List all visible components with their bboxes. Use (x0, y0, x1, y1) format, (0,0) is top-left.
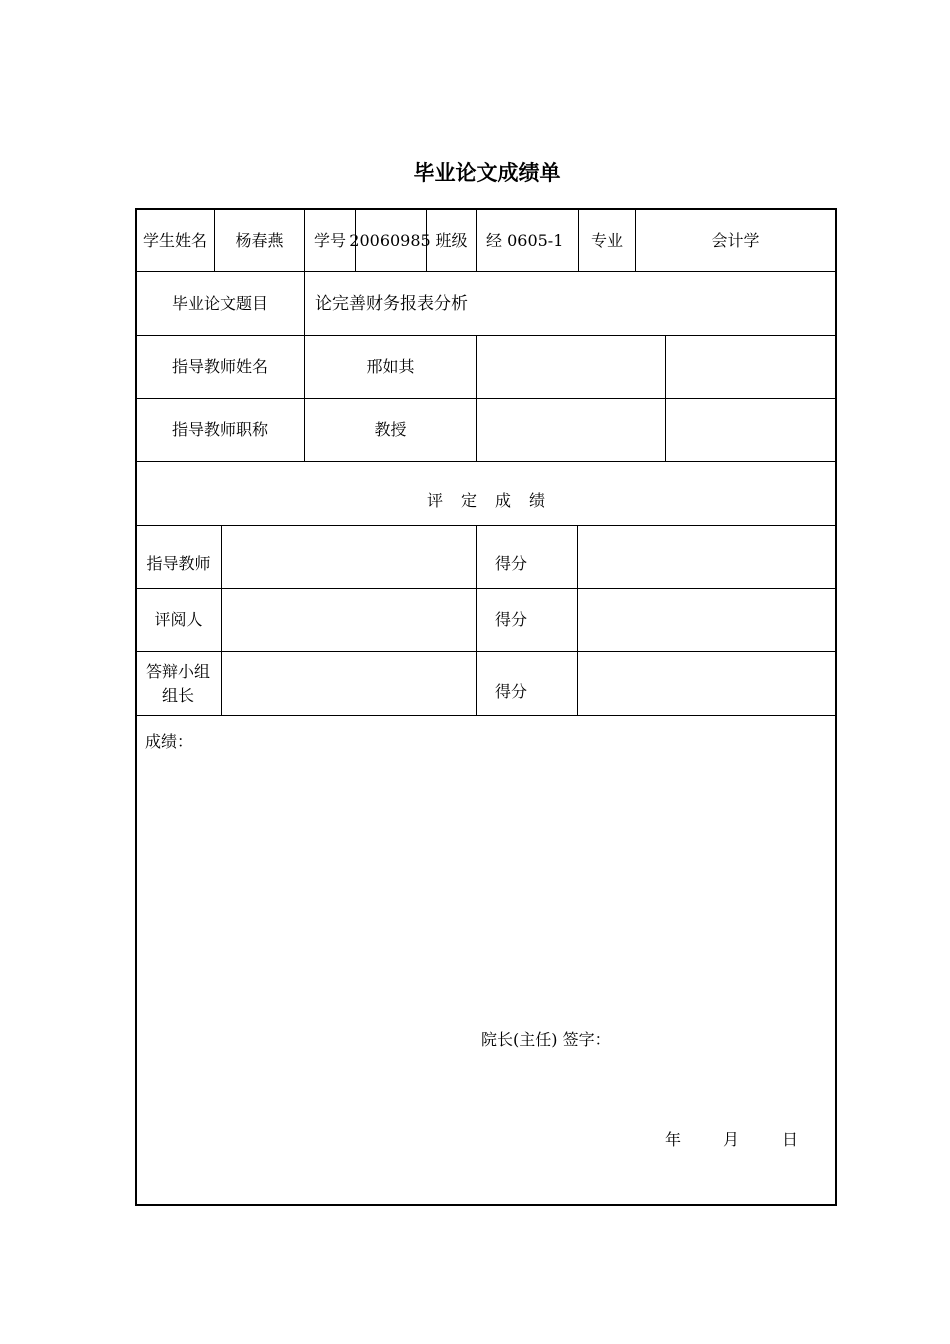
column-divider (665, 336, 666, 461)
thesis-title-value: 论完善财务报表分析 (315, 293, 468, 314)
column-divider (577, 526, 578, 715)
eval-score-label: 得分 (495, 681, 528, 701)
date-month-label: 月 (723, 1130, 740, 1149)
date-day-label: 日 (782, 1130, 799, 1149)
eval-role-reviewer: 评阅人 (154, 610, 203, 629)
major-value: 会计学 (711, 230, 760, 250)
student-name-value: 杨春燕 (235, 230, 284, 250)
eval-score-label: 得分 (495, 610, 528, 629)
grade-label: 成绩： (145, 732, 194, 751)
row-divider (136, 588, 836, 589)
column-divider (476, 336, 477, 461)
column-divider (221, 526, 222, 715)
page-title: 毕业论文成绩单 (413, 161, 561, 185)
eval-score-label: 得分 (495, 554, 528, 573)
dean-signature-label: 院长(主任) 签字： (481, 1030, 611, 1049)
advisor-rank-label: 指导教师职称 (171, 420, 268, 439)
row-divider (136, 715, 836, 716)
student-id-label: 学号 (313, 230, 346, 250)
thesis-title-label: 毕业论文题目 (171, 293, 268, 313)
class-value: 经 0605-1 (486, 230, 564, 250)
advisor-name-value: 邢如其 (366, 357, 415, 376)
row-divider (136, 651, 836, 652)
student-id-value: 20060985 (349, 230, 431, 250)
eval-role-defense-leader: 答辩小组组长 (145, 661, 210, 705)
class-label: 班级 (435, 230, 468, 250)
eval-role-advisor: 指导教师 (146, 554, 211, 573)
date-year-label: 年 (665, 1130, 682, 1149)
student-name-label: 学生姓名 (142, 230, 207, 250)
column-divider (304, 272, 305, 335)
column-divider (476, 209, 477, 271)
major-label: 专业 (590, 230, 623, 250)
evaluation-header: 评定成绩 (426, 491, 563, 510)
advisor-rank-value: 教授 (374, 420, 407, 439)
column-divider (476, 526, 477, 715)
advisor-name-label: 指导教师姓名 (171, 357, 268, 376)
